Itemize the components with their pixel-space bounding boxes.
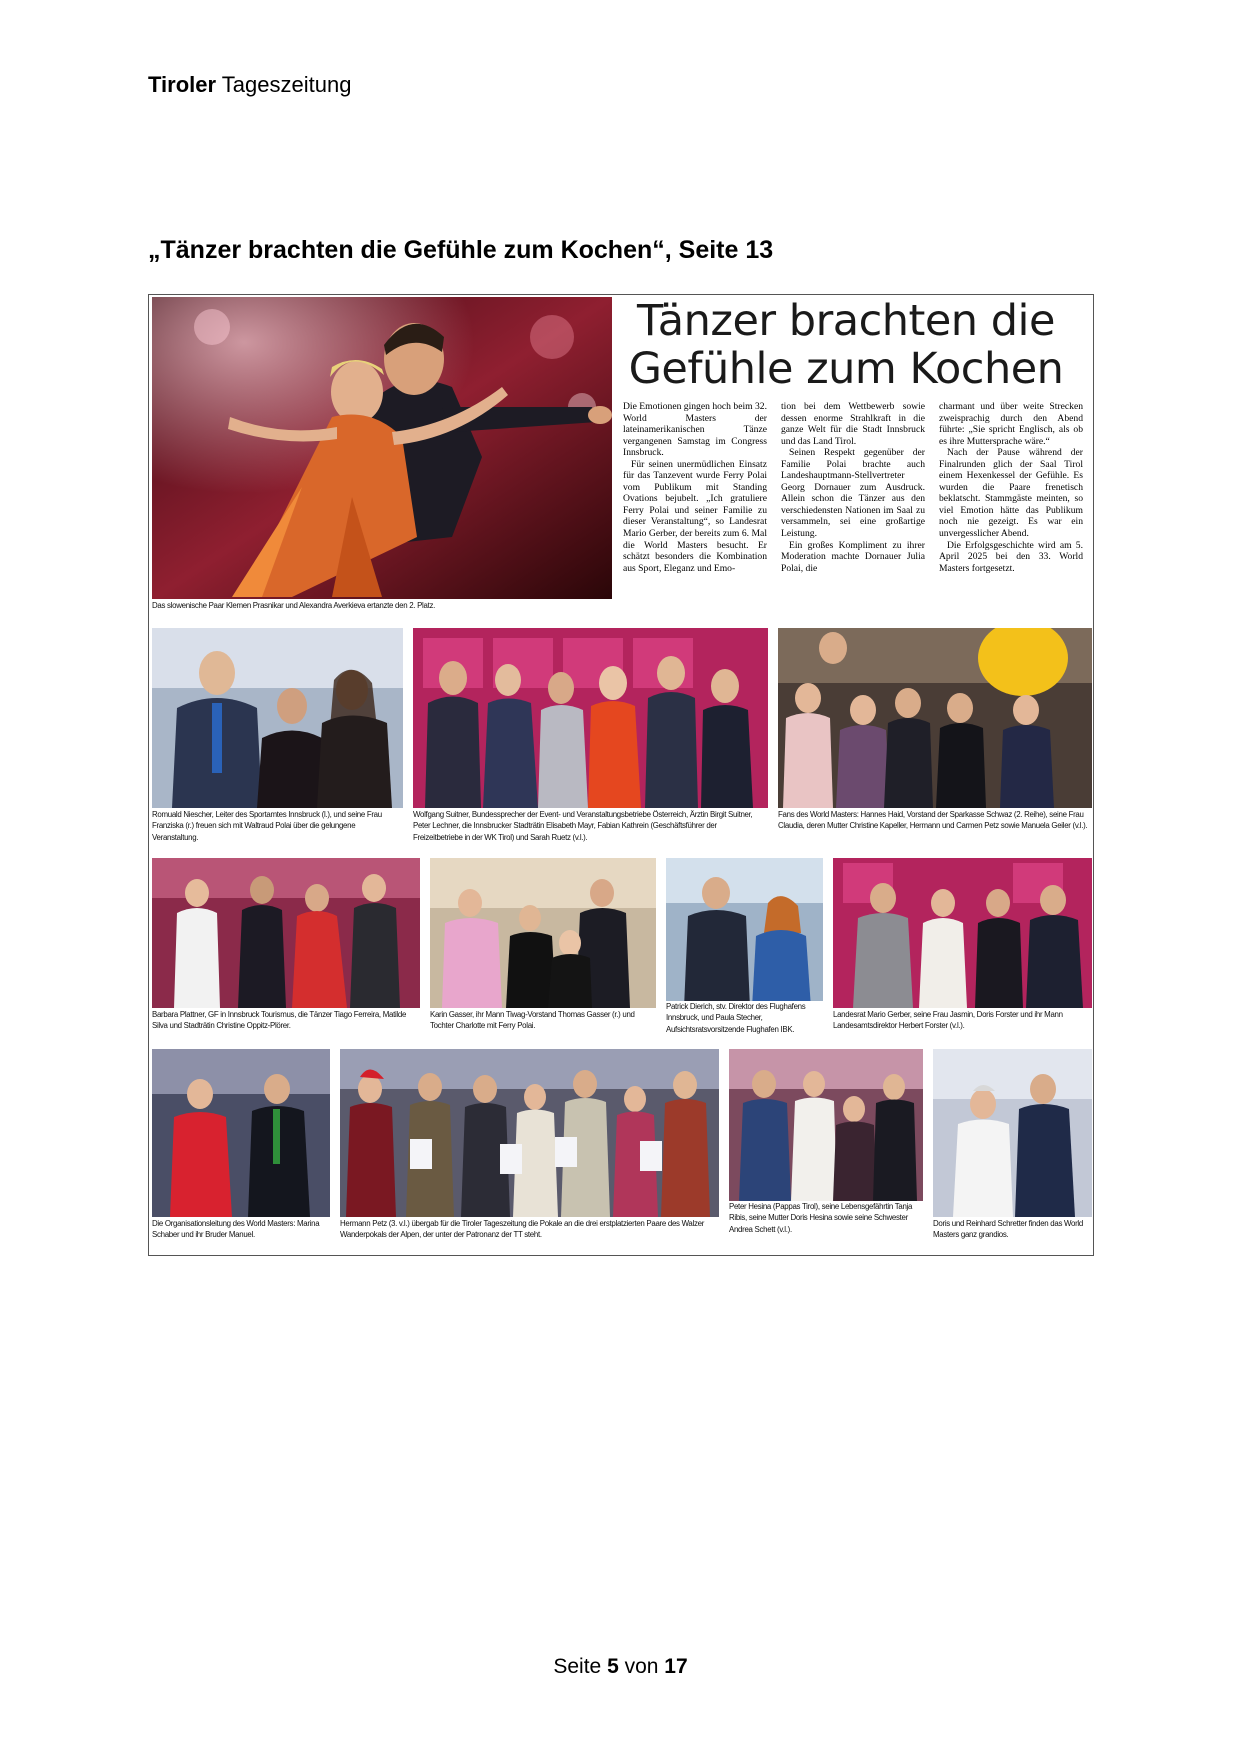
- brand-name-bold: Tiroler: [148, 72, 217, 97]
- photo-schaber-siblings: [152, 1049, 330, 1217]
- photo-gerber-forster: [833, 858, 1092, 1008]
- article-paragraph: Seinen Respekt gegenüber der Familie Polai brachte auch Landeshauptmann-Stellvertreter Georg Dornauer zum Ausdruck. Allein schon die Tänzer aus den verschiedensten Nationen im Saal zu versammeln, sei eine großartige Leistung.: [781, 447, 925, 540]
- caption-plattner-dancers: Barbara Plattner, GF in Innsbruck Tourismus, die Tänzer Tiago Ferreira, Matilde Silva und Stadträtin Christine Oppitz-Plörer.: [152, 1010, 407, 1031]
- article-paragraph: Für seinen unermüdlichen Einsatz für das Tanzevent wurde Ferry Polai vom Publikum mit Standing Ovations bejubelt. „Ich gratuliere Ferry Polai und seiner Familie zu dieser Veranstaltung“, so Landesrat Mario Gerber, der bereits zum 6. Mal die World Masters besucht. Er schätzt besonders die Kombination aus Sport, Eleganz und Emo-: [623, 458, 767, 574]
- photo-hesina-family: [729, 1049, 923, 1201]
- caption-haid-fans: Fans des World Masters: Hannes Haid, Vorstand der Sparkasse Schwaz (2. Reihe), seine Frau Claudia, deren Mutter Christine Kapeller, Hermann und Carmen Petz sowie Manuela Geiler (v.l.).: [778, 810, 1088, 831]
- main-photo-caption: Das slowenische Paar Klemen Prasnikar und Alexandra Averkieva ertanzte den 2. Platz.: [152, 601, 435, 610]
- caption-niescher-polai: Romuald Niescher, Leiter des Sportamtes Innsbruck (l.), und seine Frau Franziska (r.) freuen sich mit Waltraud Polai über die gelungene Veranstaltung.: [152, 810, 382, 842]
- photo-suitner-group: [413, 628, 768, 808]
- article-headline: [611, 297, 1081, 393]
- caption-schretter-couple: Doris und Reinhard Schretter finden das World Masters ganz grandios.: [933, 1219, 1083, 1240]
- headline-line-1: Tänzer brachten die: [637, 296, 1055, 346]
- headline-line-2: Gefühle zum Kochen: [628, 344, 1064, 394]
- article-paragraph: charmant und über weite Strecken zweisprachig durch den Abend führte: „Sie spricht Englisch, als ob es ihre Muttersprache wäre.“: [939, 401, 1083, 447]
- article-paragraph: Nach der Pause während der Finalrunden glich der Saal Tirol einem Hexenkessel der Gefühle. Es wurden die Paare frenetisch beklatscht. Stammgäste meinten, so viel Emotion hätte das Publikum noch nie gezeigt. Es war ein unvergesslicher Abend.: [939, 447, 1083, 540]
- caption-hesina-family: Peter Hesina (Pappas Tirol), seine Lebensgefährtin Tanja Ribis, seine Mutter Doris Hesina sowie seine Schwester Andrea Schett (v.l.).: [729, 1201, 923, 1251]
- page-heading: „Tänzer brachten die Gefühle zum Kochen“, Seite 13: [148, 236, 774, 264]
- article-column-2: [781, 401, 925, 615]
- brand-name-rest: Tageszeitung: [221, 72, 352, 97]
- photo-dierich-stecher: [666, 858, 823, 1008]
- photo-petz-trophies: [340, 1049, 719, 1217]
- caption-suitner-group: Wolfgang Suitner, Bundessprecher der Event- und Veranstaltungsbetriebe Österreich, Ärztin Birgit Suitner, Peter Lechner, die Innsbrucker Stadträtin Elisabeth Mayr, Fabian Kathrein (Geschäftsführer der Freizeitbetriebe in der WK Tirol) und Sarah Ruetz (v.l.).: [413, 810, 753, 842]
- footer-page-total: 17: [664, 1655, 688, 1678]
- caption-petz-trophies: Hermann Petz (3. v.l.) übergab für die Tiroler Tageszeitung die Pokale an die drei erstplatzierten Paare des Walzer Wanderpokals der Alpen, der unter der Patronanz der TT steht.: [340, 1219, 705, 1240]
- article-paragraph: tion bei dem Wettbewerb sowie dessen enorme Strahlkraft in die ganze Welt für die Stadt Innsbruck und das Land Tirol.: [781, 401, 925, 447]
- footer-prefix: Seite: [553, 1655, 602, 1678]
- newspaper-clipping: [148, 294, 1094, 1256]
- caption-gerber-forster: Landesrat Mario Gerber, seine Frau Jasmin, Doris Forster und ihr Mann Landesamtsdirektor Herbert Forster (v.l.).: [833, 1010, 1063, 1031]
- photo-haid-fans: [778, 628, 1092, 808]
- page-footer: [0, 1655, 1241, 1679]
- article-paragraph: Die Emotionen gingen hoch beim 32. World Masters der lateinamerikanischen Tänze vergangenen Samstag im Congress Innsbruck.: [623, 401, 767, 459]
- photo-plattner-dancers: [152, 858, 420, 1008]
- main-dance-photo: [152, 297, 612, 599]
- caption-schaber-siblings: Die Organisationsleitung des World Masters: Marina Schaber und ihr Bruder Manuel.: [152, 1219, 320, 1240]
- caption-gasser-family: Karin Gasser, ihr Mann Tiwag-Vorstand Thomas Gasser (r.) und Tochter Charlotte mit Ferry Polai.: [430, 1010, 635, 1031]
- footer-page-number: 5: [607, 1655, 619, 1678]
- photo-niescher-polai: [152, 628, 403, 808]
- article-paragraph: Die Erfolgsgeschichte wird am 5. April 2025 bei den 33. World Masters fortgesetzt.: [939, 539, 1083, 574]
- caption-dierich-stecher: Patrick Dierich, stv. Direktor des Flughafens Innsbruck, und Paula Stecher, Aufsichtsratsvorsitzende Flughafen IBK.: [666, 1001, 823, 1038]
- article-column-3: [939, 401, 1083, 615]
- document-header: [148, 72, 351, 98]
- footer-middle: von: [624, 1655, 659, 1678]
- photo-gasser-family: [430, 858, 656, 1008]
- article-column-1: [623, 401, 767, 615]
- article-paragraph: Ein großes Kompliment zu ihrer Moderation machte Dornauer Julia Polai, die: [781, 539, 925, 574]
- photo-schretter-couple: [933, 1049, 1092, 1217]
